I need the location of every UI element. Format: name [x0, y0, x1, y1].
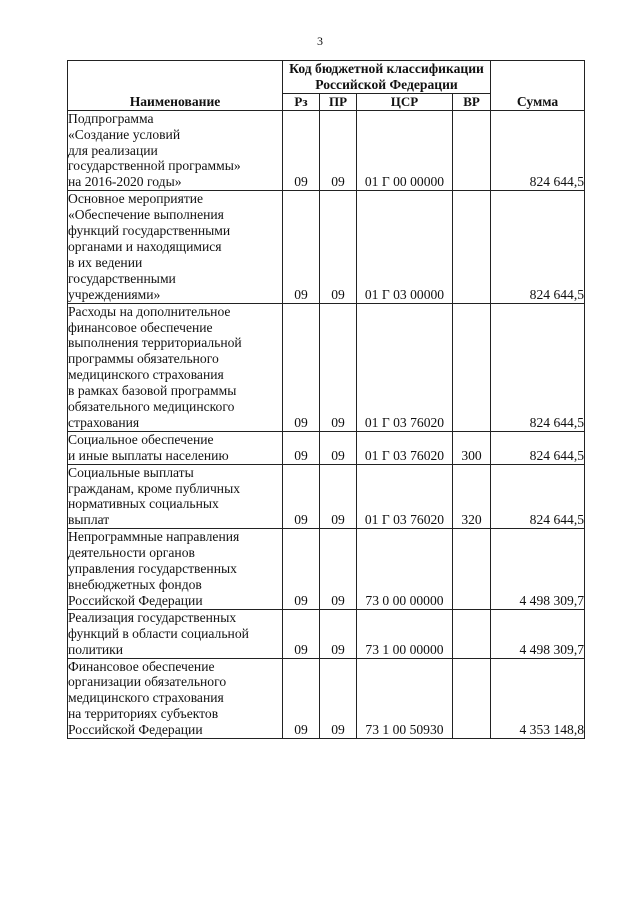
row-vr [453, 529, 491, 610]
budget-table [67, 60, 585, 739]
row-vr [453, 191, 491, 303]
row-pr: 09 [320, 110, 357, 191]
row-sum: 824 644,5 [491, 431, 585, 464]
header-name: Наименование [68, 61, 283, 111]
row-rz: 09 [283, 110, 320, 191]
row-sum: 824 644,5 [491, 464, 585, 529]
row-pr: 09 [320, 658, 357, 739]
row-name-cell: Социальное обеспечение и иные выплаты населению [68, 431, 283, 464]
row-sum: 824 644,5 [491, 191, 585, 303]
header-pr: ПР [320, 93, 357, 110]
table-row [68, 431, 585, 464]
row-vr: 300 [453, 431, 491, 464]
row-name-cell: Расходы на дополнительное финансовое обеспечение выполнения территориальной программы обязательного медицинского страхования в рамках базовой программы обязательного медицинского страхования [68, 303, 283, 431]
row-sum: 4 353 148,8 [491, 658, 585, 739]
row-rz: 09 [283, 658, 320, 739]
row-csr: 73 1 00 50930 [357, 658, 453, 739]
row-vr [453, 303, 491, 431]
row-rz: 09 [283, 529, 320, 610]
table-row [68, 303, 585, 431]
table-row [68, 609, 585, 658]
header-row [68, 61, 585, 94]
header-vr: ВР [453, 93, 491, 110]
row-rz: 09 [283, 464, 320, 529]
row-vr [453, 609, 491, 658]
table-row [68, 191, 585, 303]
header-csr: ЦСР [357, 93, 453, 110]
header-rz: Рз [283, 93, 320, 110]
row-name-cell: Подпрограмма «Создание условий для реализации государственной программы» на 2016-2020 годы» [68, 110, 283, 191]
row-name-cell: Непрограммные направления деятельности органов управления государственных внебюджетных фондов Российской Федерации [68, 529, 283, 610]
row-vr [453, 110, 491, 191]
row-csr: 01 Г 03 76020 [357, 464, 453, 529]
row-pr: 09 [320, 431, 357, 464]
table-row [68, 110, 585, 191]
row-sum: 824 644,5 [491, 110, 585, 191]
row-csr: 01 Г 00 00000 [357, 110, 453, 191]
row-name-cell: Основное мероприятие «Обеспечение выполнения функций государственными органами и находящимися в их ведении государственными учреждениями» [68, 191, 283, 303]
row-pr: 09 [320, 609, 357, 658]
row-rz: 09 [283, 609, 320, 658]
page-number: 3 [317, 34, 323, 48]
row-sum: 4 498 309,7 [491, 529, 585, 610]
row-name-cell: Реализация государственных функций в области социальной политики [68, 609, 283, 658]
row-csr: 01 Г 03 00000 [357, 191, 453, 303]
table-row [68, 529, 585, 610]
row-vr: 320 [453, 464, 491, 529]
row-rz: 09 [283, 431, 320, 464]
row-pr: 09 [320, 529, 357, 610]
row-pr: 09 [320, 303, 357, 431]
row-vr [453, 658, 491, 739]
row-rz: 09 [283, 191, 320, 303]
row-csr: 73 1 00 00000 [357, 609, 453, 658]
row-rz: 09 [283, 303, 320, 431]
table-row [68, 464, 585, 529]
row-pr: 09 [320, 191, 357, 303]
row-csr: 01 Г 03 76020 [357, 303, 453, 431]
table-row [68, 658, 585, 739]
row-csr: 73 0 00 00000 [357, 529, 453, 610]
row-name-cell: Финансовое обеспечение организации обязательного медицинского страхования на территориях субъектов Российской Федерации [68, 658, 283, 739]
header-code-group: Код бюджетной классификации Российской Федерации [283, 61, 491, 94]
row-pr: 09 [320, 464, 357, 529]
header-sum: Сумма [491, 61, 585, 111]
row-csr: 01 Г 03 76020 [357, 431, 453, 464]
row-sum: 4 498 309,7 [491, 609, 585, 658]
row-name-cell: Социальные выплаты гражданам, кроме публичных нормативных социальных выплат [68, 464, 283, 529]
row-sum: 824 644,5 [491, 303, 585, 431]
